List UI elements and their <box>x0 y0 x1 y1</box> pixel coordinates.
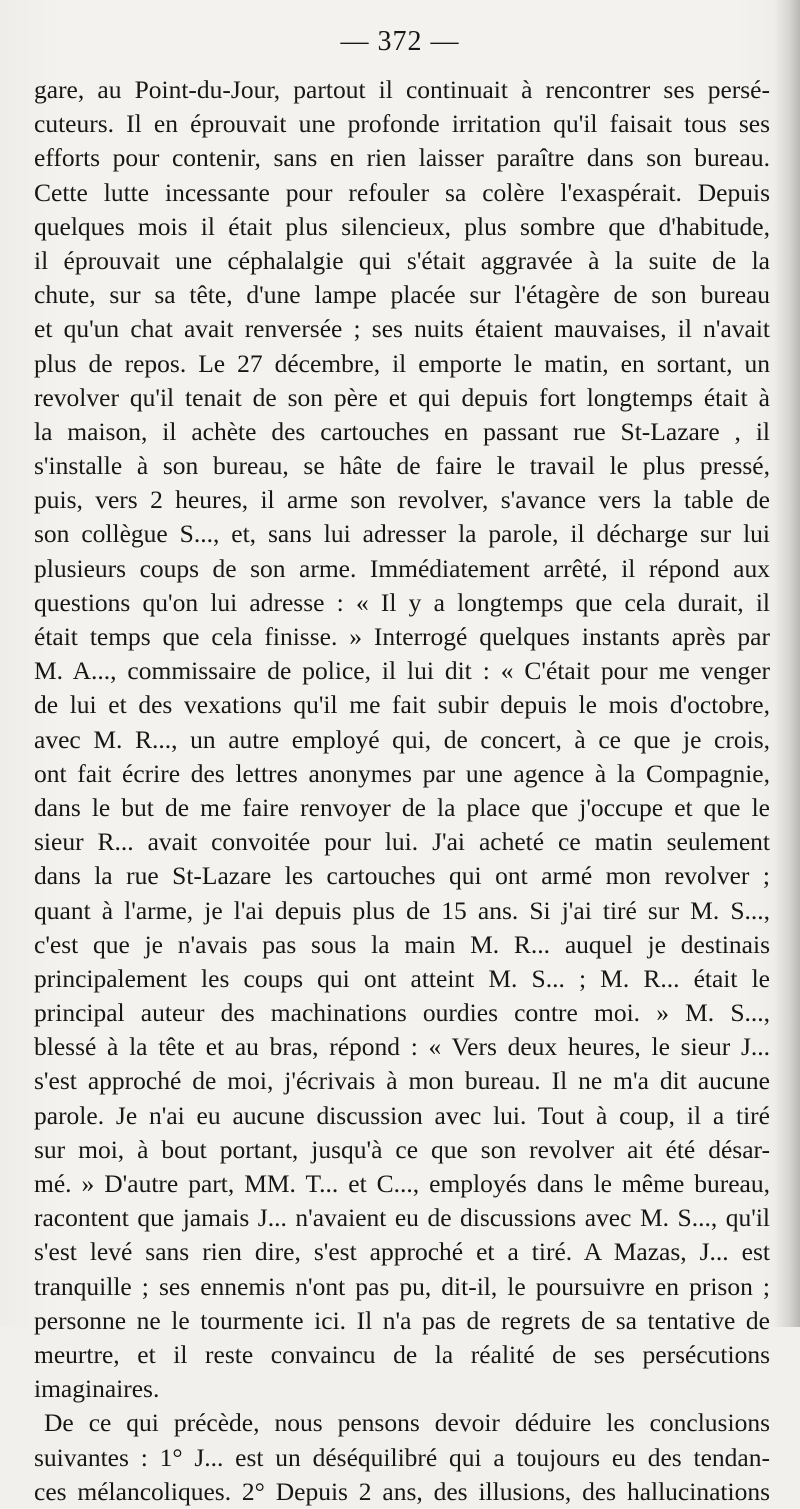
text-line: c'est que je n'avais pas sous la main M. R... auquel je destinais <box>34 929 770 959</box>
text-line: meurtre, et il reste convaincu de la réalité de ses persécutions <box>34 1339 770 1369</box>
text-line: s'installe à son bureau, se hâte de faire le travail le plus pressé, <box>34 451 770 481</box>
text-line: racontent que jamais J... n'avaient eu de discussions avec M. S..., qu'il <box>34 1203 770 1233</box>
text-line: chute, sur sa tête, d'une lampe placée sur l'étagère de son bureau <box>34 280 770 310</box>
text-line: mé. » D'autre part, MM. T... et C..., employés dans le même bureau, <box>34 1169 770 1198</box>
text-line: son collègue S..., et, sans lui adresser la parole, il décharge sur lui <box>34 519 770 549</box>
text-line: revolver qu'il tenait de son père et qui depuis fort longtemps était à <box>34 382 770 412</box>
text-line: quelques mois il était plus silencieux, plus sombre que d'habitude, <box>34 211 770 241</box>
text-line: tranquille ; ses ennemis n'ont pas pu, dit-il, le poursuivre en prison ; <box>34 1271 770 1301</box>
text-line: suivantes : 1° J... est un déséquilibré qui a toujours eu des tendan- <box>34 1442 770 1472</box>
text-line: De ce qui précède, nous pensons devoir déduire les conclusions <box>44 1408 770 1438</box>
text-line: puis, vers 2 heures, il arme son revolver, s'avance vers la table de <box>34 485 770 515</box>
text-line: efforts pour contenir, sans en rien laisser paraître dans son bureau. <box>34 143 770 173</box>
text-line: la maison, il achète des cartouches en passant rue St-Lazare , il <box>34 416 770 446</box>
text-line: principalement les coups qui ont atteint M. S... ; M. R... était le <box>34 963 770 993</box>
text-line: M. A..., commissaire de police, il lui dit : « C'était pour me venger <box>34 656 770 686</box>
text-line: ces mélancoliques. 2° Depuis 2 ans, des illusions, des hallucinations <box>34 1476 770 1506</box>
text-line: dans la rue St-Lazare les cartouches qui ont armé mon revolver ; <box>34 861 770 891</box>
text-line: il éprouvait une céphalalgie qui s'était aggravée à la suite de la <box>34 245 770 275</box>
text-line: s'est levé sans rien dire, s'est approché et a tiré. A Mazas, J... est <box>34 1237 770 1267</box>
text-line: imaginaires. <box>34 1374 160 1404</box>
text-line: principal auteur des machinations ourdies contre moi. » M. S..., <box>34 998 770 1028</box>
text-line: personne ne le tourmente ici. Il n'a pas de regrets de sa tentative de <box>34 1305 770 1335</box>
text-line: était temps que cela finisse. » Interrogé quelques instants après par <box>34 622 770 651</box>
text-line: Cette lutte incessante pour refouler sa colère l'exaspérait. Depuis <box>34 177 770 207</box>
text-line: blessé à la tête et au bras, répond : « Vers deux heures, le sieur J... <box>34 1032 770 1062</box>
text-line: sur moi, à bout portant, jusqu'à ce que son revolver ait été désar- <box>34 1134 770 1164</box>
text-line: avec M. R..., un autre employé qui, de concert, à ce que je crois, <box>34 724 770 754</box>
text-line: plus de repos. Le 27 décembre, il emporte le matin, en sortant, un <box>34 348 770 378</box>
text-line: cuteurs. Il en éprouvait une profonde irritation qu'il faisait tous ses <box>34 109 770 139</box>
page-edge-shadow <box>774 0 800 1327</box>
text-line: dans le but de me faire renvoyer de la place que j'occupe et que le <box>34 792 770 822</box>
text-line: parole. Je n'ai eu aucune discussion avec lui. Tout à coup, il a tiré <box>34 1100 770 1130</box>
text-line: ont fait écrire des lettres anonymes par une agence à la Compagnie, <box>34 758 770 788</box>
text-line: questions qu'on lui adresse : « Il y a longtemps que cela durait, il <box>34 587 770 617</box>
text-line: et qu'un chat avait renversée ; ses nuits étaient mauvaises, il n'avait <box>34 314 770 344</box>
text-line: sieur R... avait convoitée pour lui. J'ai acheté ce matin seulement <box>34 827 770 857</box>
text-line: gare, au Point-du-Jour, partout il continuait à rencontrer ses persé- <box>34 75 770 104</box>
text-line: de lui et des vexations qu'il me fait subir depuis le mois d'octobre, <box>34 690 770 720</box>
text-line: quant à l'arme, je l'ai depuis plus de 15 ans. Si j'ai tiré sur M. S..., <box>34 895 770 925</box>
text-line: plusieurs coups de son arme. Immédiatement arrêté, il répond aux <box>34 553 770 583</box>
page-number: — 372 — <box>340 26 460 57</box>
body-text <box>34 73 770 1509</box>
text-line: s'est approché de moi, j'écrivais à mon bureau. Il ne m'a dit aucune <box>34 1066 770 1096</box>
